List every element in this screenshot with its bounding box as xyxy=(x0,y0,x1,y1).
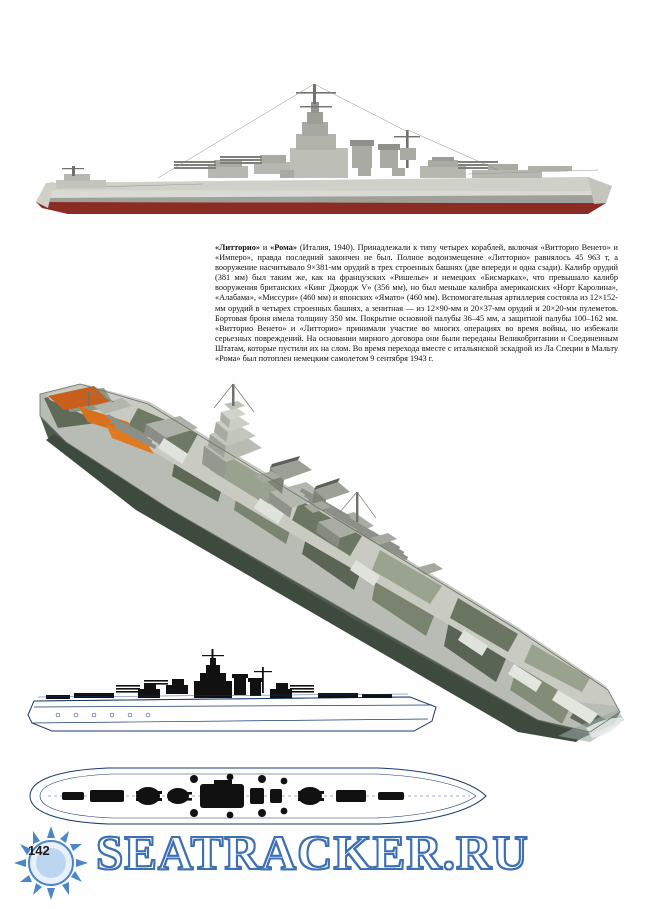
article-body: (Италия, 1940). Принадлежали к типу четырех кораблей, включая «Витторио Венето» и «Имперо», правда последний закончен не был. Полное водоизмещение «Литторио» равнялось 45 963 т, а вооружение насчитывало 9×381-мм орудий в трех строенных башнях (две впереди и одна сзади). Калибр орудий (381 мм) был таким же, как на французских «Ришелье» и немецких «Бисмарках», что превышало калибр вооружения британских «Кинг Джордж V» (356 мм), но был меньше калибра американских «Норт Каролина», «Алабама», «Миссури» (460 мм) и японских «Ямато» (460 мм). Вспомогательная артиллерия состояла из 12×152-мм орудий в четырех строенных башнях, а зенитная — из 12×90-мм и 20×37-мм орудий и 20×20-мм пулеметов. Бортовая броня имела толщину 350 мм. Покрытие основной палубы 36–45 мм, а защитной палубы 100–162 мм. «Витторио Венето» и «Литторио» принимали участие во многих операциях во время войны, но избежали серьезных повреждений. На основании мирного договора они были переданы Великобритании и Соединенным Штатам, которые пустили их на слом. Во время перехода вместе с итальянской эскадрой из Ла Специи в Мальту «Рома» был потоплен немецким самолетом 9 сентября 1943 г. xyxy=(215,243,618,364)
top-ship-illustration xyxy=(28,62,618,232)
page-number: 142 xyxy=(28,843,50,858)
ship-name-1: «Литторио» xyxy=(215,243,260,252)
ship-name-2: «Рома» xyxy=(270,243,297,252)
article-text xyxy=(215,243,618,364)
watermark xyxy=(0,818,645,898)
title-conjunction: и xyxy=(260,243,271,252)
figure-littorio-grey-profile xyxy=(28,62,618,232)
sun-burst-logo xyxy=(14,826,88,900)
watermark-text: SEATRACKER.RU xyxy=(96,825,529,880)
figure-littorio-line-profile xyxy=(18,645,448,755)
profile-line-drawing xyxy=(18,645,448,755)
